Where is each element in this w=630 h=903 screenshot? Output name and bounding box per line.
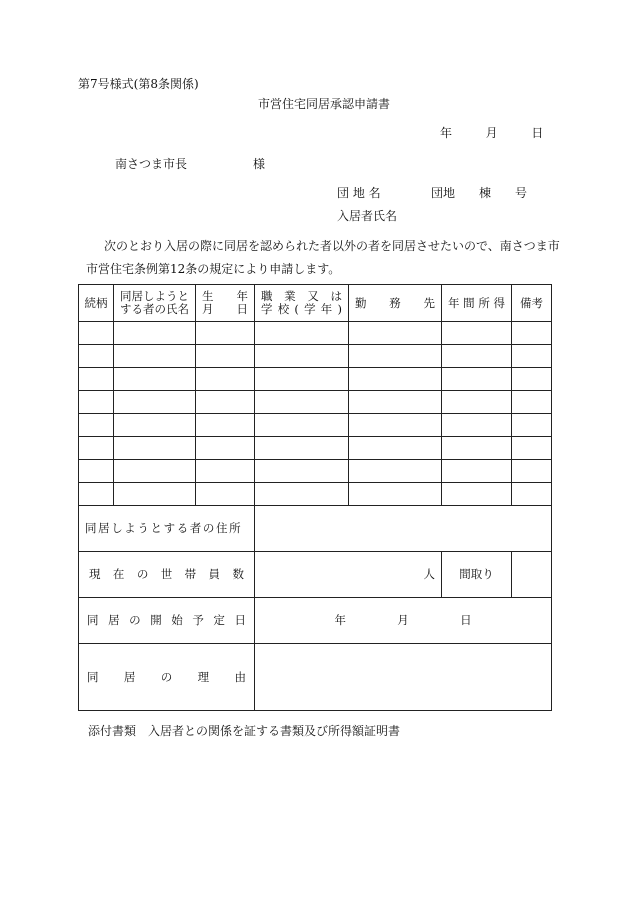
relation-cell[interactable] <box>79 368 114 391</box>
label-char: 開 <box>150 613 162 627</box>
table-row <box>79 345 552 368</box>
table-header-row <box>79 285 552 322</box>
date-year-label: 年 <box>440 126 453 140</box>
remarks-cell[interactable] <box>512 437 552 460</box>
header-birth-char: 年 <box>236 289 248 303</box>
occupation-cell[interactable] <box>255 414 349 437</box>
occupation-cell[interactable] <box>255 345 349 368</box>
danchi-fields: 団地 棟 号 <box>431 186 528 200</box>
birthdate-cell[interactable] <box>196 460 255 483</box>
label-char: 居 <box>123 669 136 684</box>
start-year-label: 年 <box>334 613 346 627</box>
workplace-cell[interactable] <box>349 322 442 345</box>
reason-row <box>79 644 552 711</box>
workplace-cell[interactable] <box>349 391 442 414</box>
birthdate-cell[interactable] <box>196 483 255 506</box>
label-char: 理 <box>197 669 210 684</box>
relation-cell[interactable] <box>79 322 114 345</box>
attachment-note: 添付書類 入居者との関係を証する書類及び所得額証明書 <box>88 724 401 738</box>
date-day-label: 日 <box>531 126 544 140</box>
label-char: の <box>160 669 173 684</box>
income-cell[interactable] <box>442 368 512 391</box>
header-occ-char: 校 <box>277 302 290 316</box>
remarks-cell[interactable] <box>512 368 552 391</box>
birthdate-cell[interactable] <box>196 345 255 368</box>
birthdate-cell[interactable] <box>196 391 255 414</box>
honorific: 様 <box>253 157 266 171</box>
table-row <box>79 391 552 414</box>
madori-field[interactable] <box>512 552 552 598</box>
address-label <box>79 506 255 552</box>
relation-cell[interactable] <box>79 391 114 414</box>
header-occ-char: 学 <box>261 302 273 316</box>
relation-cell[interactable] <box>79 483 114 506</box>
header-cohabitant-name <box>114 285 196 322</box>
header-name-line-2: する者の氏名 <box>120 302 189 316</box>
income-cell[interactable] <box>442 391 512 414</box>
label-char: 現 <box>89 567 101 581</box>
madori-label-text: 間取り <box>459 567 494 581</box>
label-char: 定 <box>213 613 225 627</box>
resident-name-label: 入居者氏名 <box>337 209 398 223</box>
start-month-label: 月 <box>397 613 409 627</box>
name-cell[interactable] <box>114 483 196 506</box>
document-title: 市営住宅同居承認申請書 <box>258 97 391 111</box>
danchi-name-label: 団 地 名 <box>337 186 381 200</box>
household-row <box>79 552 552 598</box>
reason-field[interactable] <box>255 644 552 711</box>
header-occ-char: 職 <box>261 289 273 303</box>
header-occ-char: 業 <box>284 289 296 303</box>
header-workplace <box>349 285 442 322</box>
name-cell[interactable] <box>114 460 196 483</box>
label-char: の <box>136 567 149 581</box>
workplace-cell[interactable] <box>349 460 442 483</box>
remarks-cell[interactable] <box>512 391 552 414</box>
address-row <box>79 506 552 552</box>
table-row <box>79 483 552 506</box>
table-row <box>79 322 552 345</box>
form-number: 第7号様式(第8条関係) <box>78 77 199 91</box>
name-cell[interactable] <box>114 437 196 460</box>
madori-label <box>442 552 512 598</box>
table-row <box>79 437 552 460</box>
header-birth-char: 月 <box>202 302 214 316</box>
label-char: 数 <box>232 567 244 581</box>
birthdate-cell[interactable] <box>196 414 255 437</box>
relation-cell[interactable] <box>79 414 114 437</box>
name-cell[interactable] <box>114 391 196 414</box>
header-relation: 続柄 <box>79 285 114 322</box>
start-date-row <box>79 598 552 644</box>
workplace-cell[interactable] <box>349 368 442 391</box>
remarks-cell[interactable] <box>512 322 552 345</box>
remarks-cell[interactable] <box>512 414 552 437</box>
header-work-char: 務 <box>389 295 401 310</box>
income-cell[interactable] <box>442 460 512 483</box>
workplace-cell[interactable] <box>349 414 442 437</box>
label-char: の <box>129 613 141 627</box>
date-month-label: 月 <box>485 126 498 140</box>
address-field[interactable] <box>255 506 552 552</box>
header-birth-char: 日 <box>236 302 248 316</box>
header-occ-char: ) <box>337 302 342 316</box>
person-unit-label: 人 <box>423 567 435 581</box>
occupation-cell[interactable] <box>255 437 349 460</box>
header-occ-char: ( <box>294 302 299 316</box>
addressee <box>115 157 265 171</box>
header-work-char: 先 <box>423 295 435 310</box>
label-char: 同 <box>87 613 99 627</box>
relation-cell[interactable] <box>79 460 114 483</box>
header-occupation <box>255 285 349 322</box>
occupation-cell[interactable] <box>255 391 349 414</box>
birthdate-cell[interactable] <box>196 437 255 460</box>
label-char: 同 <box>87 669 99 684</box>
header-occ-char: 学 <box>304 302 316 316</box>
birthdate-cell[interactable] <box>196 368 255 391</box>
label-char: 由 <box>234 669 246 684</box>
start-date-label <box>79 598 255 644</box>
household-count-field[interactable] <box>255 552 442 598</box>
label-char: 日 <box>234 613 246 627</box>
name-cell[interactable] <box>114 345 196 368</box>
name-cell[interactable] <box>114 322 196 345</box>
body-text-line-1: 次のとおり入居の際に同居を認められた者以外の者を同居させたいので、南さつま市 <box>104 239 560 253</box>
header-annual-income: 年 間 所 得 <box>442 285 512 322</box>
remarks-cell[interactable] <box>512 483 552 506</box>
household-count-label <box>79 552 255 598</box>
header-work-char: 勤 <box>355 295 367 310</box>
application-date <box>440 126 543 140</box>
reason-label <box>79 644 255 711</box>
workplace-cell[interactable] <box>349 483 442 506</box>
income-cell[interactable] <box>442 345 512 368</box>
remarks-cell[interactable] <box>512 460 552 483</box>
start-day-label: 日 <box>460 613 472 627</box>
workplace-cell[interactable] <box>349 437 442 460</box>
header-occ-char: 年 <box>320 302 333 316</box>
body-text-line-2: 市営住宅条例第12条の規定により申請します。 <box>86 262 341 276</box>
income-cell[interactable] <box>442 322 512 345</box>
table-row <box>79 414 552 437</box>
workplace-cell[interactable] <box>349 345 442 368</box>
application-table <box>78 284 552 711</box>
label-char: 始 <box>171 613 183 627</box>
header-name-line-1: 同居しようと <box>120 289 189 303</box>
table-row <box>79 368 552 391</box>
occupation-cell[interactable] <box>255 368 349 391</box>
name-cell[interactable] <box>114 414 196 437</box>
income-cell[interactable] <box>442 483 512 506</box>
label-char: 員 <box>208 567 221 581</box>
relation-cell[interactable] <box>79 437 114 460</box>
occupation-cell[interactable] <box>255 483 349 506</box>
occupation-cell[interactable] <box>255 460 349 483</box>
header-occ-char: は <box>330 289 342 303</box>
income-cell[interactable] <box>442 437 512 460</box>
header-birthdate <box>196 285 255 322</box>
header-remarks: 備考 <box>512 285 552 322</box>
income-cell[interactable] <box>442 414 512 437</box>
label-char: 居 <box>108 613 120 627</box>
label-char: 世 <box>160 567 173 581</box>
addressee-name: 南さつま市長 <box>115 157 188 171</box>
label-char: 帯 <box>184 567 197 581</box>
occupation-cell[interactable] <box>255 322 349 345</box>
name-cell[interactable] <box>114 368 196 391</box>
birthdate-cell[interactable] <box>196 322 255 345</box>
start-date-field[interactable] <box>255 598 552 644</box>
table-row <box>79 460 552 483</box>
label-char: 予 <box>192 613 204 627</box>
label-char: 在 <box>112 567 125 581</box>
address-label-text: 同居しようとする者の住所 <box>85 521 243 535</box>
header-occ-char: 又 <box>307 289 319 303</box>
header-birth-char: 生 <box>202 289 214 303</box>
remarks-cell[interactable] <box>512 345 552 368</box>
relation-cell[interactable] <box>79 345 114 368</box>
